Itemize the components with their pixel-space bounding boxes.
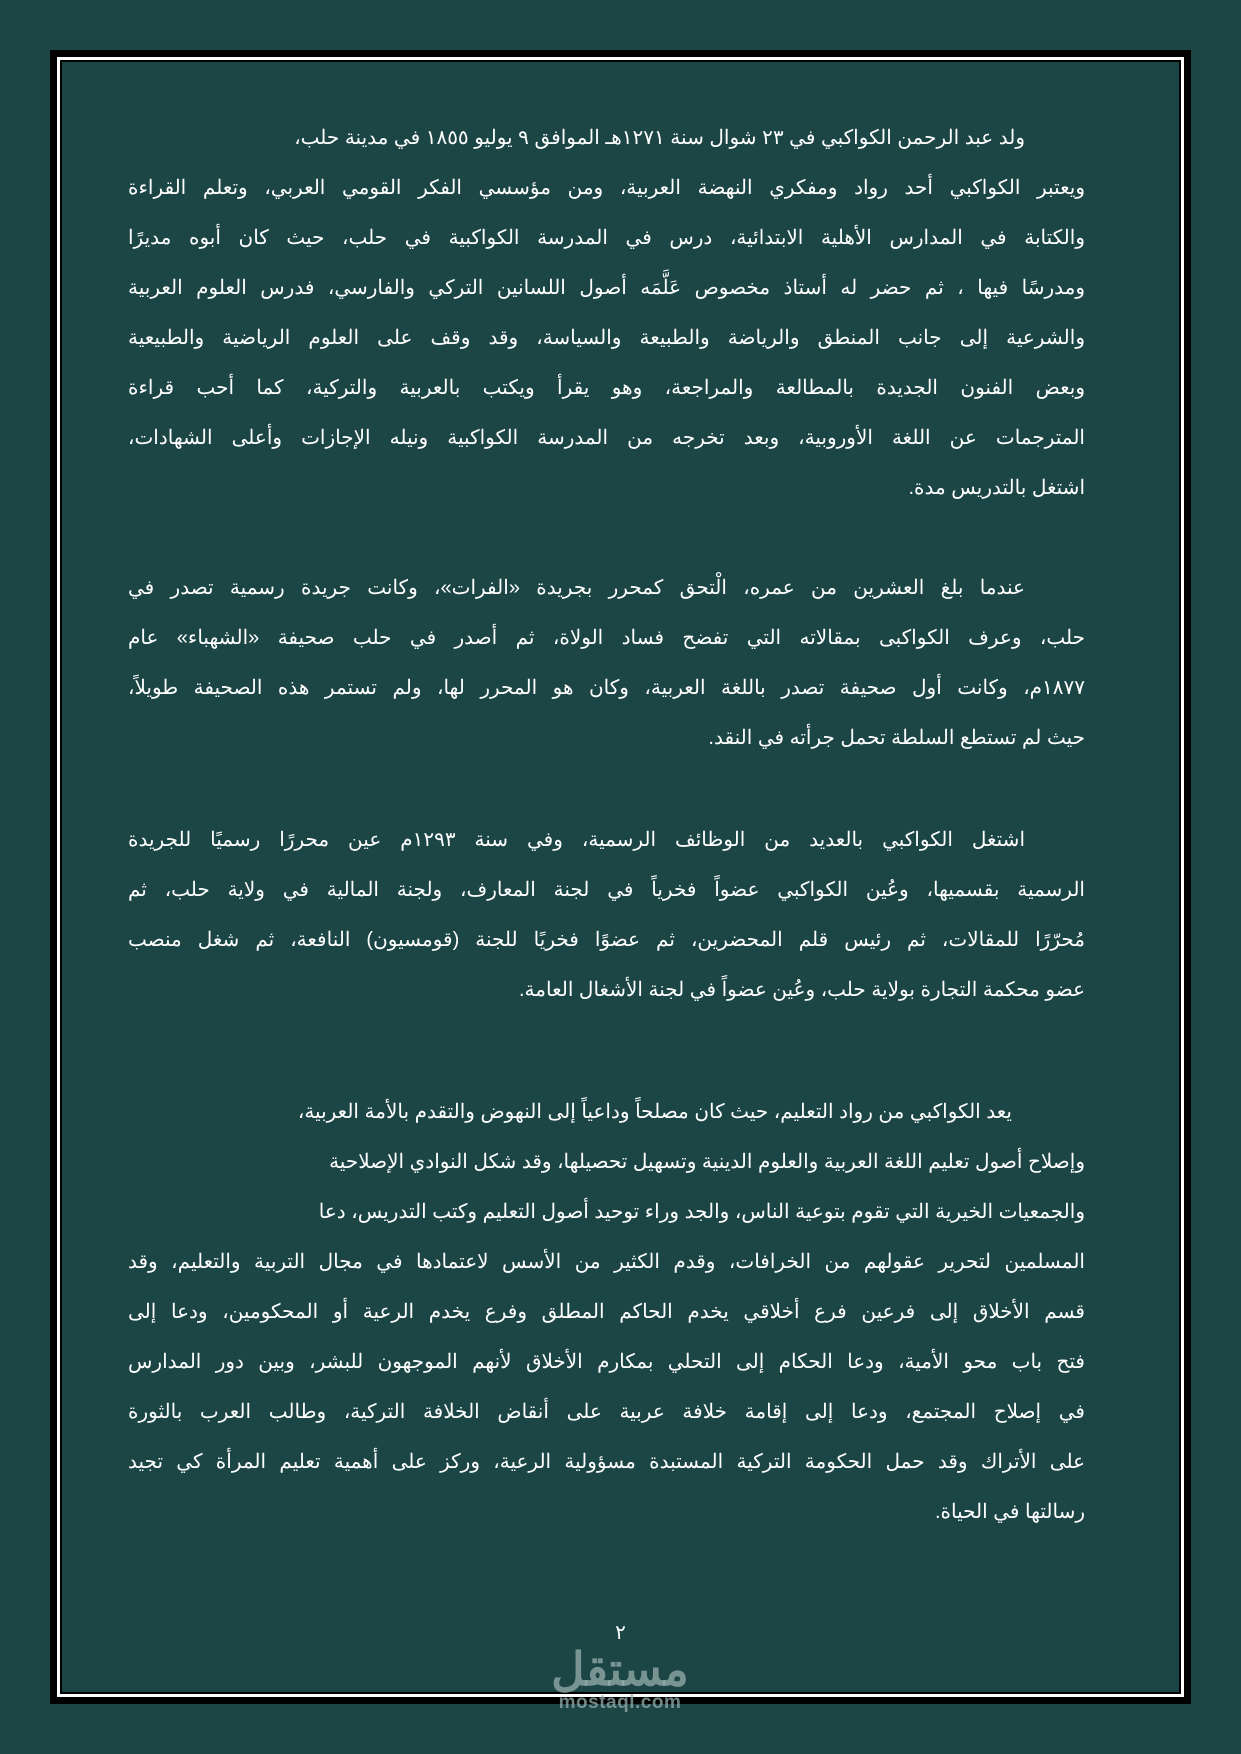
text-line: الرسمية بقسميها، وعُين الكواكبي عضواً فخرياً في لجنة المعارف، ولجنة المالية في ولاية حلب، ثم [128,879,1085,901]
text-line: المترجمات عن اللغة الأوروبية، وبعد تخرجه من المدرسة الكواكبية ونيله الإجازات وأعلى الشهادات، [128,427,1085,449]
page-number: ٢ [615,1622,626,1644]
text-line: والكتابة في المدارس الأهلية الابتدائية، درس في المدرسة الكواكبية في حلب، حيث كان أبوه مديرًا [128,227,1085,249]
paragraph-birth-education [128,113,1085,513]
text-line: عضو محكمة التجارة بولاية حلب، وعُين عضواً في لجنة الأشغال العامة. [518,979,1085,1001]
watermark-latin: mostaql.com [558,1692,682,1713]
text-line: في إصلاح المجتمع، ودعا إلى إقامة خلافة عربية على أنقاض الخلافة التركية، وطالب العرب بالثورة [128,1401,1085,1423]
text-line: فتح باب محو الأمية، ودعا الحكام إلى التحلي بمكارم الأخلاق لأنهم الموجهون للبشر، وبين دور المدارس [128,1351,1085,1373]
text-line: يعد الكواكبي من رواد التعليم، حيث كان مصلحاً وداعياً إلى النهوض والتقدم بالأمة العربية، [297,1101,1012,1123]
text-line: اشتغل الكواكبي بالعديد من الوظائف الرسمية، وفي سنة ١٢٩٣م عين محررًا رسميًا للجريدة [128,829,1025,851]
text-line: اشتغل بالتدريس مدة. [908,477,1085,499]
text-line: ولد عبد الرحمن الكواكبي في ٢٣ شوال سنة ١٢٧١هـ الموافق ٩ يوليو ١٨٥٥ في مدينة حلب، [294,127,1025,149]
text-line: قسم الأخلاق إلى فرعين فرع أخلاقي يخدم الحاكم المطلق وفرع يخدم الرعية أو المحكومين، ودعا إلى [128,1301,1085,1323]
text-line: وإصلاح أصول تعليم اللغة العربية والعلوم الدينية وتسهيل تحصيلها، وقد شكل النوادي الإصلاحية [329,1151,1085,1173]
text-line: حيث لم تستطع السلطة تحمل جرأته في النقد. [708,727,1085,749]
text-line: حلب، وعرف الكواكبى بمقالاته التي تفضح فساد الولاة، ثم أصدر في حلب صحيفة «الشهباء» عام [128,627,1085,649]
text-line: على الأتراك وقد حمل الحكومة التركية المستبدة مسؤولية الرعية، وركز على أهمية تعليم المرأة كي تجيد [128,1451,1085,1473]
paragraph-official-posts [128,815,1085,1015]
text-line: رسالتها في الحياة. [934,1501,1085,1523]
paragraph-education-reform [128,1087,1085,1537]
text-line: والشرعية إلى جانب المنطق والرياضة والطبيعة والسياسة، وقد وقف على العلوم الرياضية والطبيعية [128,327,1085,349]
text-line: عندما بلغ العشرين من عمره، الْتحق كمحرر بجريدة «الفرات»، وكانت جريدة رسمية تصدر في [128,577,1025,599]
text-line: ومدرسًا فيها ، ثم حضر له أستاذ مخصوص عَلَّمَه أصول اللسانين التركي والفارسي، فدرس العلوم العربية [128,277,1085,299]
paragraph-journalism [128,563,1085,763]
text-line: والجمعيات الخيرية التي تقوم بتوعية الناس، والجد وراء توحيد أصول التعليم وكتب التدريس، دعا [318,1201,1085,1223]
text-line: ١٨٧٧م، وكانت أول صحيفة تصدر باللغة العربية، وكان هو المحرر لها، ولم تستمر هذه الصحيفة طويلاً، [128,677,1086,699]
text-line: مُحرّرًا للمقالات، ثم رئيس قلم المحضرين، ثم عضوًا فخريًا للجنة (قومسيون) النافعة، ثم شغل منصب [128,929,1085,951]
text-line: ويعتبر الكواكبي أحد رواد ومفكري النهضة العربية، ومن مؤسسي الفكر القومي العربي، وتعلم القراءة [128,177,1085,199]
text-line: وبعض الفنون الجديدة بالمطالعة والمراجعة، وهو يقرأ ويكتب بالعربية والتركية، كما أحب قراءة [128,377,1085,399]
text-line: المسلمين لتحرير عقولهم من الخرافات، وقدم الكثير من الأسس لاعتمادها في مجال التربية والتعليم، وقد [128,1251,1085,1273]
watermark-arabic: مستقل [551,1643,689,1695]
